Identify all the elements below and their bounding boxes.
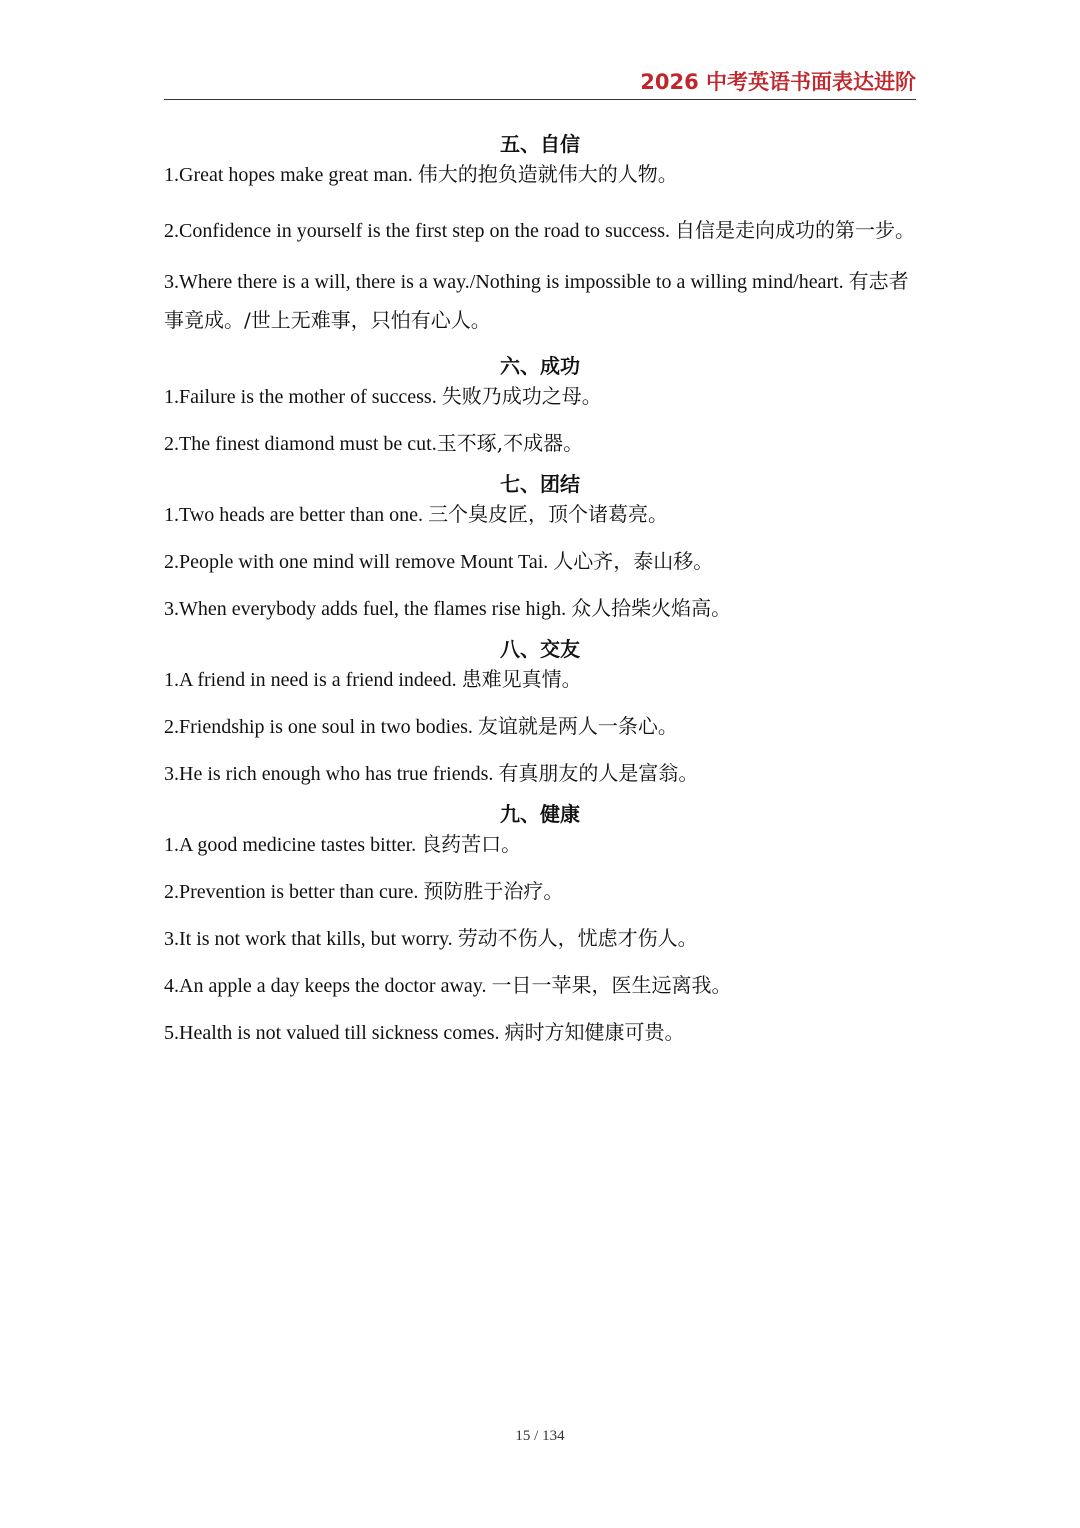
proverb-chinese: 友谊就是两人一条心。 — [477, 714, 678, 738]
proverb-english: 1.A friend in need is a friend indeed. — [164, 669, 462, 691]
proverb-english: 1.A good medicine tastes bitter. — [164, 834, 422, 856]
proverb-english: 4.An apple a day keeps the doctor away. — [164, 975, 492, 997]
header-divider — [164, 99, 916, 100]
proverb-english: 2.The finest diamond must be cut. — [164, 433, 437, 455]
proverb-item — [164, 759, 916, 788]
proverb-english: 1.Great hopes make great man. — [164, 164, 418, 186]
section-title-health: 九、健康 — [500, 802, 580, 826]
proverb-english: 3.Where there is a will, there is a way./Nothing is impossible to a willing mind/heart. — [164, 271, 849, 293]
proverb-chinese: 良药苦口。 — [421, 832, 522, 856]
proverb-item — [164, 1018, 916, 1047]
proverb-item — [164, 830, 916, 859]
section-title-friendship: 八、交友 — [500, 637, 580, 661]
proverb-english: 2.People with one mind will remove Mount Tai. — [164, 551, 554, 573]
proverb-chinese: 人心齐，泰山移。 — [553, 549, 714, 573]
proverb-item — [164, 382, 916, 411]
proverb-english: 5.Health is not valued till sickness comes. — [164, 1022, 505, 1044]
proverb-chinese: 预防胜于治疗。 — [423, 879, 564, 903]
section-title-confidence: 五、自信 — [500, 132, 580, 156]
proverb-english: 3.He is rich enough who has true friends. — [164, 763, 499, 785]
proverb-english: 2.Prevention is better than cure. — [164, 881, 424, 903]
proverb-chinese: 自信是走向成功的第一步。 — [675, 218, 915, 242]
proverb-chinese: 患难见真情。 — [461, 667, 582, 691]
section-title-success: 六、成功 — [500, 354, 580, 378]
proverb-chinese: 众人拾柴火焰高。 — [571, 596, 732, 620]
proverb-chinese: 失败乃成功之母。 — [441, 384, 602, 408]
proverb-chinese: 有真朋友的人是富翁。 — [498, 761, 699, 785]
page-number: 15 / 134 — [515, 1428, 565, 1444]
proverb-list — [164, 130, 916, 1065]
proverb-chinese: 劳动不伤人，忧虑才伤人。 — [457, 926, 698, 950]
proverb-chinese: 三个臭皮匠，顶个诸葛亮。 — [428, 502, 669, 526]
proverb-item — [164, 712, 916, 741]
proverb-item — [164, 877, 916, 906]
proverb-english: 1.Failure is the mother of success. — [164, 386, 442, 408]
section-title-unity: 七、团结 — [500, 472, 580, 496]
proverb-chinese: 玉不琢,不成器。 — [436, 431, 584, 455]
proverb-item — [164, 262, 916, 340]
proverb-chinese: 伟大的抱负造就伟大的人物。 — [417, 162, 678, 186]
proverb-chinese: 一日一苹果，医生远离我。 — [491, 973, 732, 997]
proverb-english: 3.It is not work that kills, but worry. — [164, 928, 458, 950]
proverb-item — [164, 207, 916, 254]
proverb-english: 2.Confidence in yourself is the first step on the road to success. — [164, 220, 675, 242]
proverb-item — [164, 547, 916, 576]
proverb-item — [164, 500, 916, 529]
proverb-item — [164, 665, 916, 694]
proverb-chinese: 病时方知健康可贵。 — [504, 1020, 685, 1044]
proverb-item — [164, 594, 916, 623]
proverb-chinese: 有志者事竟成。/世上无难事，只怕有心人。 — [164, 269, 909, 332]
proverb-item — [164, 924, 916, 953]
proverb-english: 3.When everybody adds fuel, the flames rise high. — [164, 598, 572, 620]
proverb-english: 1.Two heads are better than one. — [164, 504, 429, 526]
proverb-item — [164, 160, 916, 189]
proverb-item — [164, 429, 916, 458]
proverb-item — [164, 971, 916, 1000]
proverb-english: 2.Friendship is one soul in two bodies. — [164, 716, 478, 738]
document-header-title: 2026 中考英语书面表达进阶 — [640, 70, 916, 94]
